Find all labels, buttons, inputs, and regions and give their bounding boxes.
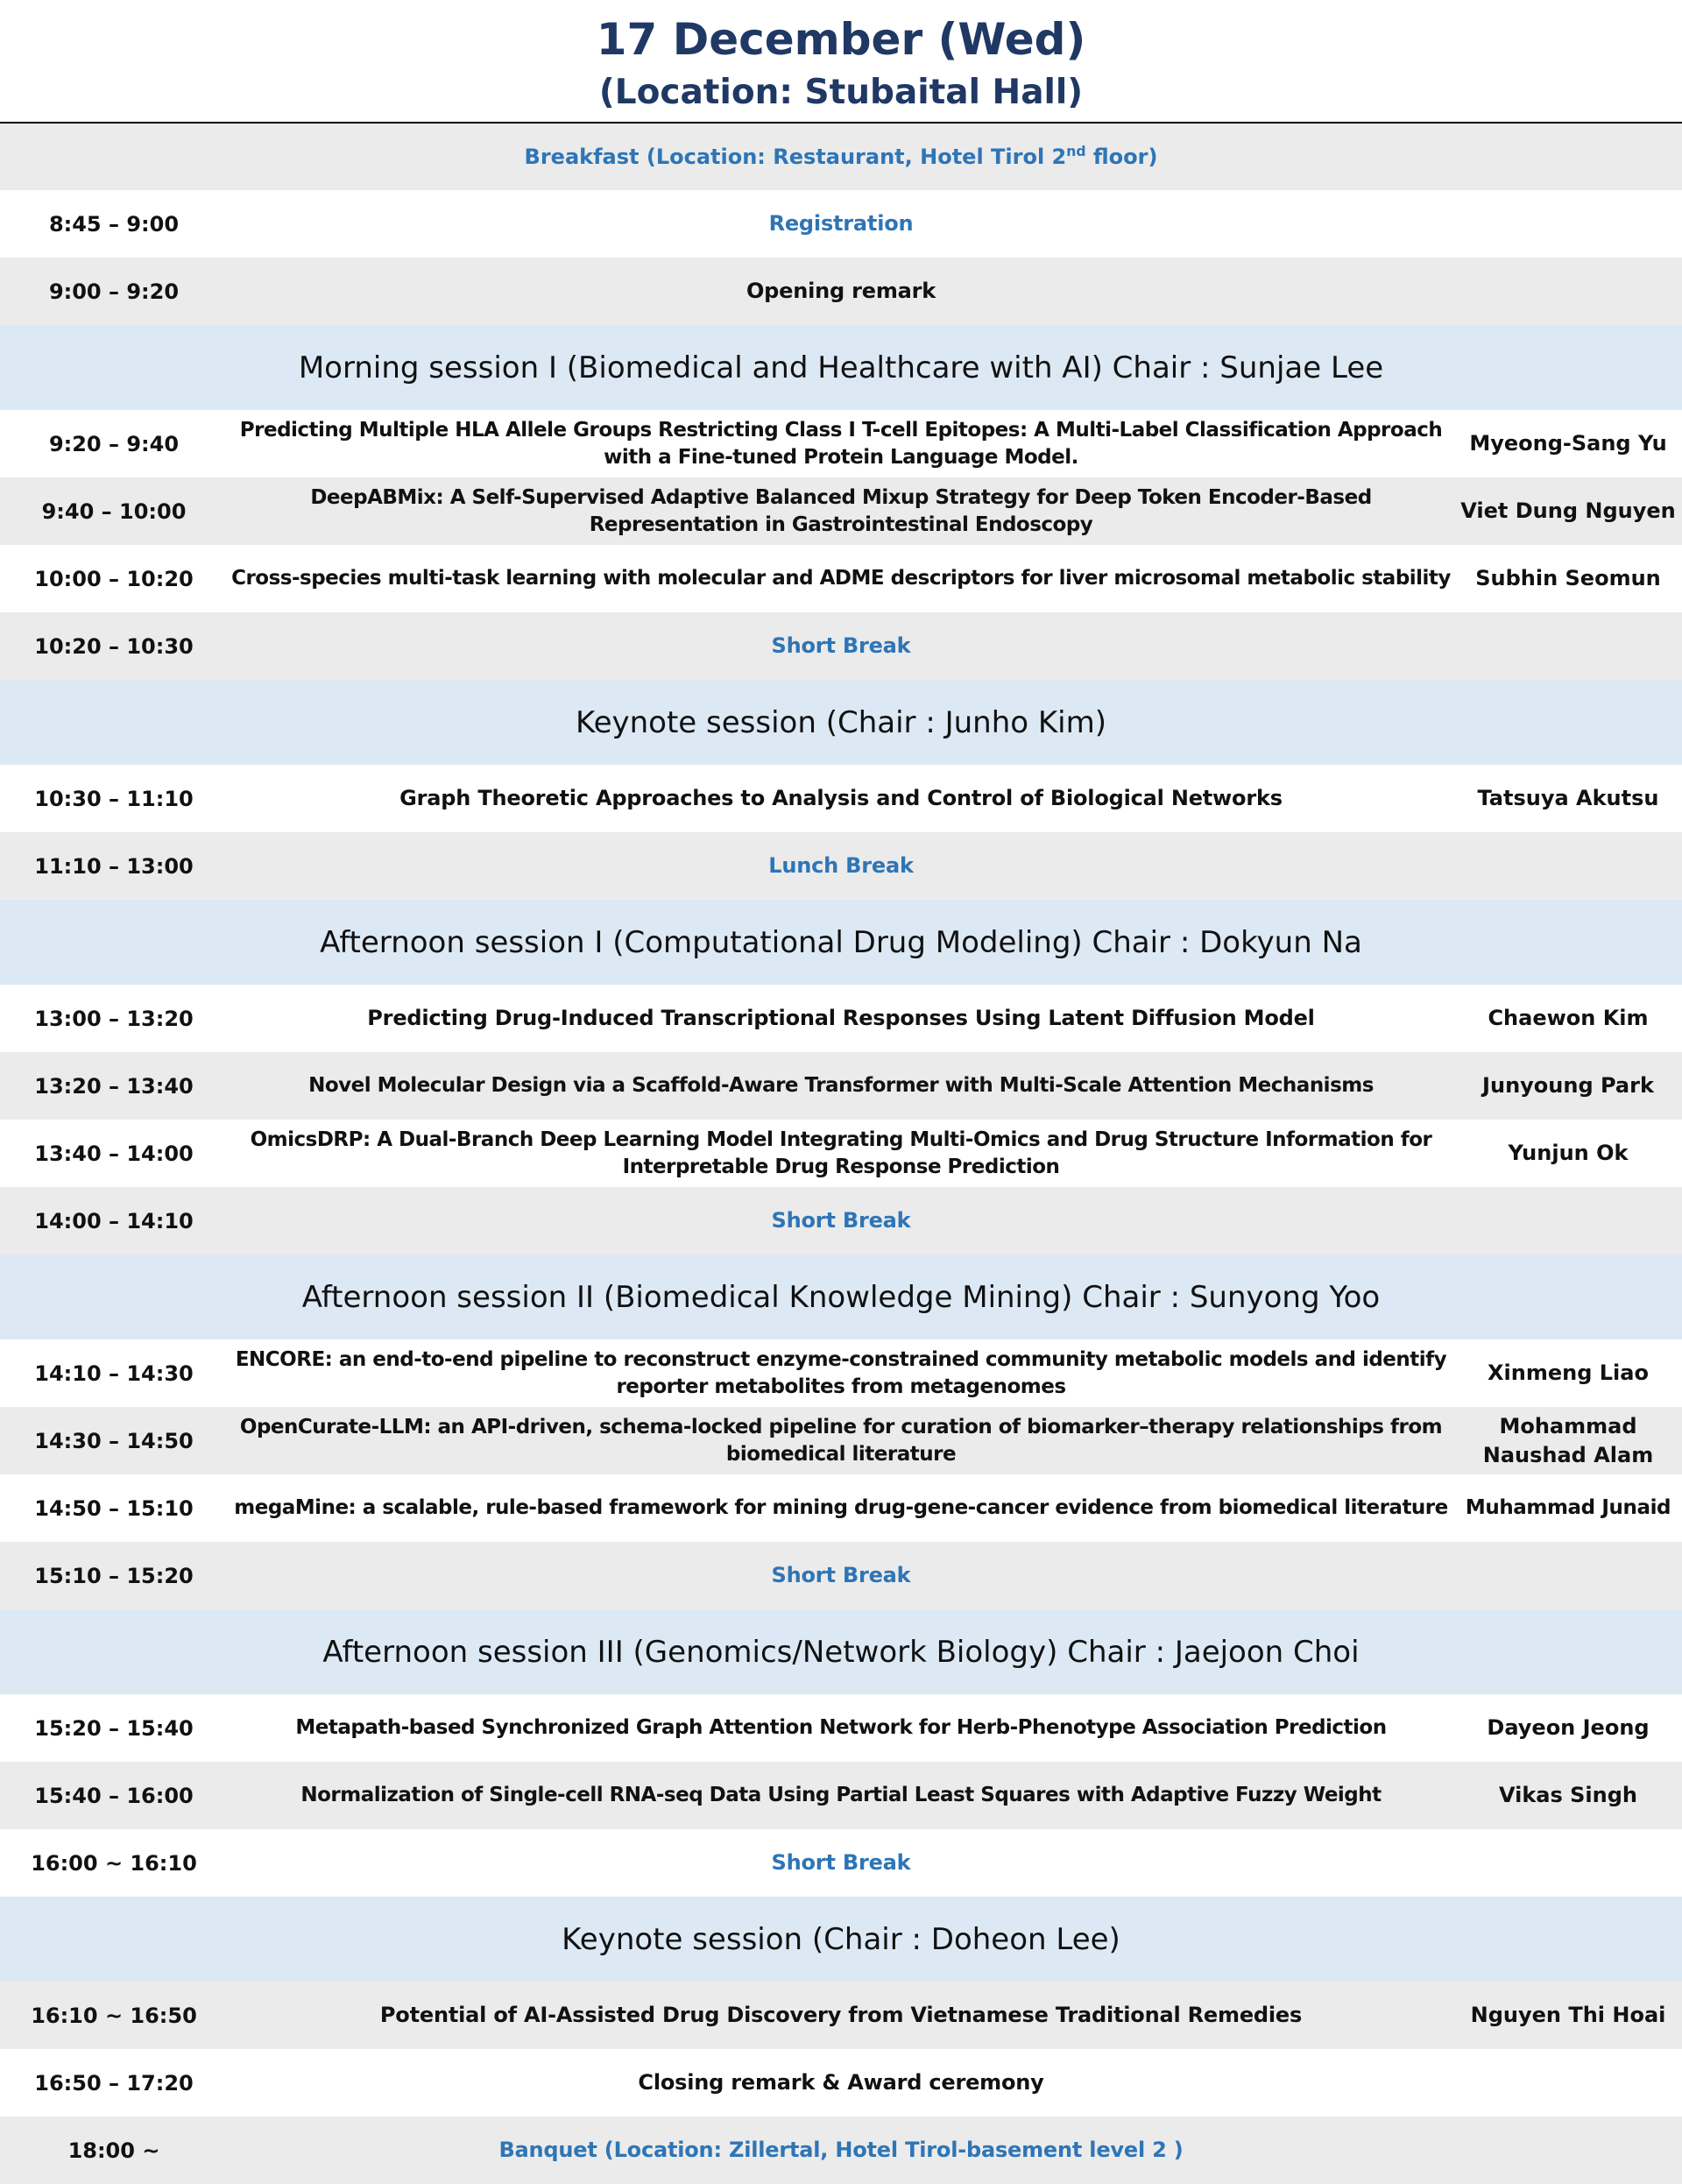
time-cell: 16:10 ~ 16:50 bbox=[31, 2003, 197, 2028]
banquet-label: Banquet (Location: Zillertal, Hotel Tirol-basement level 2 ) bbox=[498, 2138, 1184, 2163]
time-cell: 15:20 – 15:40 bbox=[34, 1715, 194, 1741]
opening-label: Opening remark bbox=[746, 279, 936, 304]
registration-label: Registration bbox=[768, 211, 914, 237]
speaker-cell: Subhin Seomun bbox=[1475, 566, 1661, 591]
talk-row bbox=[0, 545, 1682, 612]
session-title: Afternoon session I (Computational Drug Modeling) Chair : Dokyun Na bbox=[320, 924, 1362, 960]
session-header-afternoon-3 bbox=[0, 1609, 1682, 1694]
talk-row bbox=[0, 1762, 1682, 1829]
break-row bbox=[0, 1542, 1682, 1609]
registration-row bbox=[0, 190, 1682, 258]
session-header-keynote-1 bbox=[0, 680, 1682, 765]
talk-title: Novel Molecular Design via a Scaffold-Aware Transformer with Multi-Scale Attention Mechanisms bbox=[308, 1074, 1374, 1098]
talk-row bbox=[0, 1474, 1682, 1542]
speaker-cell: Viet Dung Nguyen bbox=[1460, 498, 1676, 524]
speaker-cell: Mohammad Naushad Alam bbox=[1482, 1414, 1654, 1467]
session-header-keynote-2 bbox=[0, 1897, 1682, 1982]
schedule-table bbox=[0, 124, 1682, 2184]
lunch-label: Lunch Break bbox=[768, 853, 914, 879]
time-cell: 10:20 – 10:30 bbox=[34, 633, 194, 659]
break-row bbox=[0, 1187, 1682, 1255]
session-title: Afternoon session III (Genomics/Network Biology) Chair : Jaejoon Choi bbox=[322, 1634, 1360, 1670]
time-cell: 14:10 – 14:30 bbox=[34, 1361, 194, 1386]
closing-row bbox=[0, 2049, 1682, 2117]
talk-title: DeepABMix: A Self-Supervised Adaptive Balanced Mixup Strategy for Deep Token Encoder-Based Representation in Gastrointestinal Endoscopy bbox=[310, 485, 1372, 536]
opening-row bbox=[0, 258, 1682, 325]
talk-row bbox=[0, 1120, 1682, 1187]
talk-row bbox=[0, 1982, 1682, 2049]
talk-title: OmicsDRP: A Dual-Branch Deep Learning Model Integrating Multi-Omics and Drug Structure Information for Interpretable Drug Response Prediction bbox=[250, 1127, 1432, 1178]
talk-title: Graph Theoretic Approaches to Analysis and Control of Biological Networks bbox=[399, 786, 1283, 811]
talk-row bbox=[0, 985, 1682, 1052]
speaker-cell: Vikas Singh bbox=[1498, 1783, 1638, 1808]
breakfast-label bbox=[0, 145, 1682, 169]
speaker-cell: Nguyen Thi Hoai bbox=[1470, 2003, 1666, 2028]
time-cell: 16:00 ~ 16:10 bbox=[31, 1850, 197, 1876]
session-title: Keynote session (Chair : Junho Kim) bbox=[575, 704, 1106, 740]
time-cell: 14:50 – 15:10 bbox=[34, 1495, 194, 1521]
talk-title: OpenCurate-LLM: an API-driven, schema-locked pipeline for curation of biomarker–therapy relationships from biomedical literature bbox=[239, 1415, 1443, 1466]
speaker-cell: Yunjun Ok bbox=[1508, 1141, 1629, 1166]
talk-title: ENCORE: an end-to-end pipeline to reconstruct enzyme-constrained community metabolic models and identify reporter metabolites from metagenomes bbox=[235, 1347, 1447, 1398]
break-label: Short Break bbox=[771, 1208, 911, 1233]
speaker-cell: Junyoung Park bbox=[1482, 1073, 1654, 1099]
speaker-cell: Dayeon Jeong bbox=[1487, 1715, 1650, 1741]
time-cell: 9:00 – 9:20 bbox=[48, 279, 180, 304]
breakfast-row bbox=[0, 124, 1682, 190]
time-cell: 10:00 – 10:20 bbox=[34, 566, 194, 591]
session-title: Afternoon session II (Biomedical Knowledge Mining) Chair : Sunyong Yoo bbox=[301, 1279, 1381, 1315]
talk-title: Cross-species multi-task learning with molecular and ADME descriptors for liver microsomal metabolic stability bbox=[231, 567, 1451, 590]
talk-title: Normalization of Single-cell RNA-seq Data Using Partial Least Squares with Adaptive Fuzzy Weight bbox=[300, 1784, 1382, 1807]
time-cell: 15:10 – 15:20 bbox=[34, 1563, 194, 1588]
location-subtitle: (Location: Stubaital Hall) bbox=[598, 73, 1084, 112]
break-label: Short Break bbox=[771, 1563, 911, 1588]
talk-row bbox=[0, 410, 1682, 477]
talk-row bbox=[0, 1339, 1682, 1407]
talk-title: Potential of AI-Assisted Drug Discovery from Vietnamese Traditional Remedies bbox=[379, 2003, 1303, 2028]
time-cell: 18:00 ~ bbox=[67, 2138, 160, 2163]
session-title: Morning session I (Biomedical and Healthcare with AI) Chair : Sunjae Lee bbox=[298, 350, 1384, 385]
talk-title: Predicting Drug-Induced Transcriptional Responses Using Latent Diffusion Model bbox=[367, 1006, 1315, 1031]
time-cell: 9:20 – 9:40 bbox=[48, 431, 180, 456]
time-cell: 14:00 – 14:10 bbox=[34, 1208, 194, 1233]
session-header-morning-1 bbox=[0, 325, 1682, 410]
session-title: Keynote session (Chair : Doheon Lee) bbox=[562, 1921, 1120, 1957]
time-cell: 13:40 – 14:00 bbox=[34, 1141, 194, 1166]
speaker-cell: Myeong-Sang Yu bbox=[1469, 431, 1667, 456]
talk-row bbox=[0, 1407, 1682, 1474]
time-cell: 14:30 – 14:50 bbox=[34, 1428, 194, 1453]
break-label: Short Break bbox=[771, 1850, 911, 1876]
talk-row bbox=[0, 477, 1682, 545]
talk-title: Metapath-based Synchronized Graph Attention Network for Herb-Phenotype Association Prediction bbox=[295, 1716, 1387, 1740]
talk-row bbox=[0, 765, 1682, 832]
time-cell: 13:00 – 13:20 bbox=[34, 1006, 194, 1031]
talk-title: Predicting Multiple HLA Allele Groups Restricting Class I T-cell Epitopes: A Multi-Label Classification Approach with a Fine-tuned Protein Language Model. bbox=[239, 418, 1443, 469]
time-cell: 15:40 – 16:00 bbox=[34, 1783, 194, 1808]
talk-row bbox=[0, 1694, 1682, 1762]
speaker-cell: Xinmeng Liao bbox=[1488, 1361, 1649, 1386]
page-header bbox=[0, 0, 1682, 124]
speaker-cell: Chaewon Kim bbox=[1488, 1006, 1649, 1031]
time-cell: 10:30 – 11:10 bbox=[34, 786, 194, 811]
time-cell: 11:10 – 13:00 bbox=[34, 853, 194, 879]
speaker-cell: Tatsuya Akutsu bbox=[1477, 786, 1659, 811]
banquet-row bbox=[0, 2117, 1682, 2184]
breakfast-superscript: nd bbox=[1066, 144, 1086, 159]
session-header-afternoon-1 bbox=[0, 900, 1682, 985]
speaker-cell: Muhammad Junaid bbox=[1465, 1496, 1671, 1520]
breakfast-text-suffix: floor) bbox=[1085, 145, 1158, 169]
lunch-row bbox=[0, 832, 1682, 900]
breakfast-text: Breakfast (Location: Restaurant, Hotel Tirol 2 bbox=[524, 145, 1067, 169]
break-row bbox=[0, 1829, 1682, 1897]
closing-label: Closing remark & Award ceremony bbox=[638, 2070, 1044, 2096]
time-cell: 13:20 – 13:40 bbox=[34, 1073, 194, 1099]
time-cell: 16:50 – 17:20 bbox=[34, 2070, 194, 2096]
break-row bbox=[0, 612, 1682, 680]
break-label: Short Break bbox=[771, 633, 911, 659]
talk-row bbox=[0, 1052, 1682, 1120]
page-title: 17 December (Wed) bbox=[596, 14, 1086, 65]
talk-title: megaMine: a scalable, rule-based framework for mining drug-gene-cancer evidence from biomedical literature bbox=[234, 1496, 1448, 1520]
time-cell: 9:40 – 10:00 bbox=[41, 498, 187, 524]
time-cell: 8:45 – 9:00 bbox=[48, 211, 180, 237]
session-header-afternoon-2 bbox=[0, 1255, 1682, 1339]
